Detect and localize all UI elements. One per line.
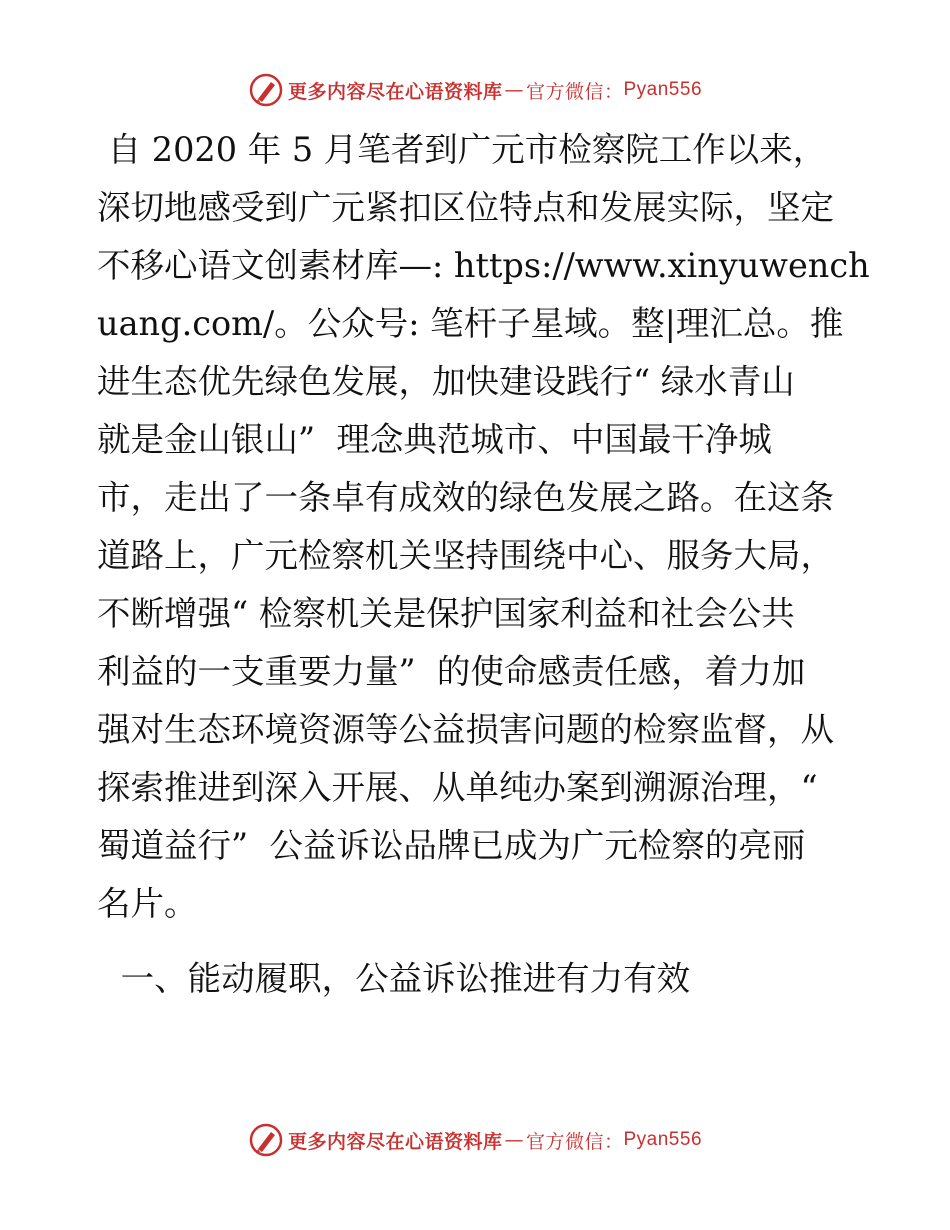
text-line: 探索推进到深入开展、从单纯办案到溯源治理，“ [97, 768, 818, 807]
text-line: 不断增强“ 检察机关是保护国家利益和社会公共 [97, 594, 795, 633]
text-line: 市，走出了一条卓有成效的绿色发展之路。在这条 [97, 478, 834, 517]
watermark-separator: — [504, 1129, 524, 1151]
section-heading: 一、能动履职，公益诉讼推进有力有效 [110, 959, 691, 998]
text-line: 深切地感受到广元紧扣区位特点和发展实际，坚定 [97, 188, 834, 227]
text-line: 就是金山银山” 理念典范城市、中国最干净城 [97, 420, 772, 459]
text-line: uang.com/。公众号: 笔杆子星域。整|理汇总。推 [97, 304, 844, 343]
text-line: 自 2020 年 5 月笔者到广元市检察院工作以来， [97, 130, 827, 169]
text-line: 强对生态环境资源等公益损害问题的检察监督，从 [97, 710, 834, 749]
watermark-text: 更多内容尽在心语资料库 [287, 1130, 503, 1153]
watermark-label: 官方微信： [525, 1130, 624, 1153]
text-line: 道路上，广元检察机关坚持围绕中心、服务大局， [97, 536, 834, 575]
watermark-id: Pyan556 [623, 1129, 703, 1150]
watermark-separator: — [504, 79, 524, 101]
pen-logo-icon [248, 1122, 284, 1158]
footer-watermark [0, 1120, 950, 1160]
text-line: 蜀道益行” 公益诉讼品牌已成为广元检察的亮丽 [97, 826, 806, 865]
watermark-label: 官方微信： [525, 80, 624, 103]
pen-logo-icon [248, 72, 284, 108]
body-paragraph [97, 121, 870, 933]
watermark-text: 更多内容尽在心语资料库 [287, 80, 503, 103]
text-line: 进生态优先绿色发展，加快建设践行“ 绿水青山 [97, 362, 795, 401]
watermark-id: Pyan556 [623, 79, 703, 100]
text-line: 名片。 [97, 884, 198, 923]
text-line: 利益的一支重要力量” 的使命感责任感，着力加 [97, 652, 806, 691]
text-line: 不移心语文创素材库—: https://www.xinyuwench [97, 246, 870, 285]
header-watermark [0, 70, 950, 110]
